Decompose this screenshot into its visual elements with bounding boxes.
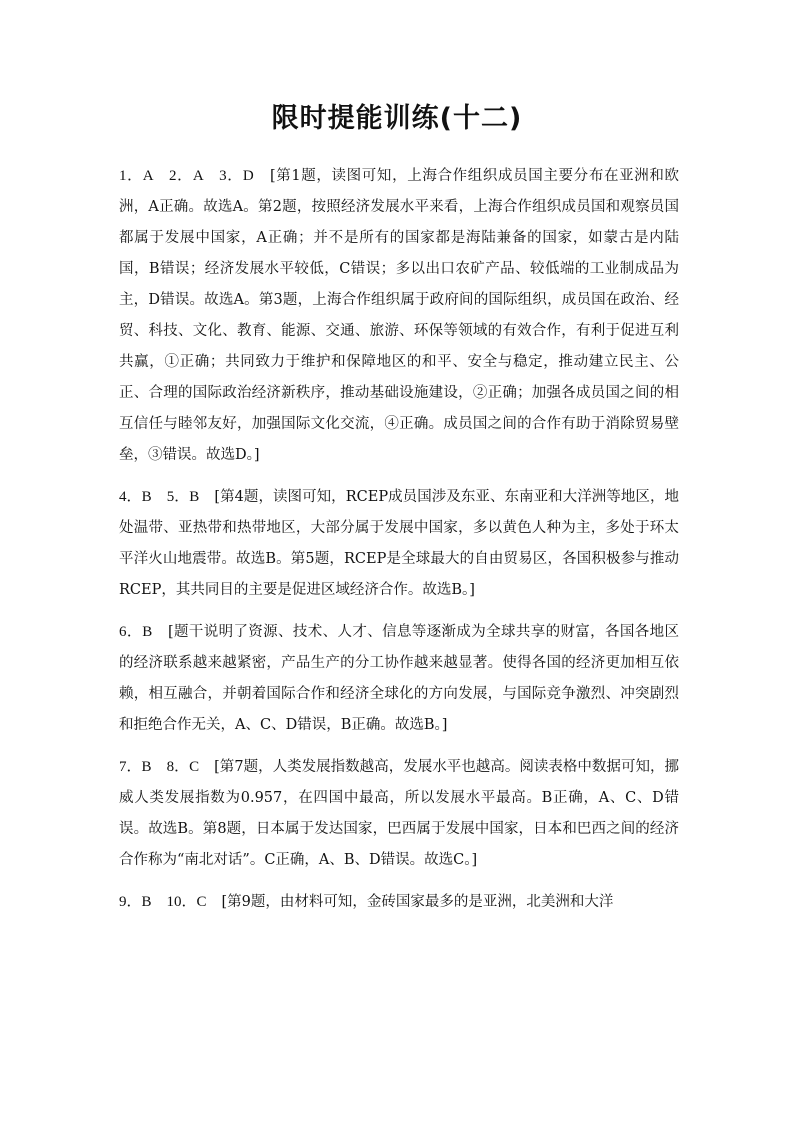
answer-numbers: 7．B 8．C <box>119 759 215 775</box>
answer-explanation: [第4题，读图可知，RCEP成员国涉及东亚、东南亚和大洋洲等地区，地处温带、亚热带和热带地区，大部分属于发展中国家，多以黄色人种为主，多处于环太平洋火山地震带。故选B。第5题，RCEP是全球最大的自由贸易区，各国积极参与推动RCEP，其共同目的主要是促进区域经济合作。故选B。] <box>119 489 680 598</box>
answer-explanation: [第9题，由材料可知，金砖国家最多的是亚洲，北美洲和大洋 <box>221 894 614 910</box>
answer-explanation: [题干说明了资源、技术、人才、信息等逐渐成为全球共享的财富，各国各地区的经济联系越来越紧密，产品生产的分工协作越来越显著。使得各国的经济更加相互依赖，相互融合，并朝着国际合作和经济全球化的方向发展，与国际竞争激烈、冲突剧烈和拒绝合作无关，A、C、D错误，B正确。故选B。] <box>119 624 679 733</box>
answer-numbers: 1．A 2．A 3．D <box>119 168 270 184</box>
answer-numbers: 6．B <box>119 624 168 640</box>
answer-explanation: [第7题，人类发展指数越高，发展水平也越高。阅读表格中数据可知，挪威人类发展指数为0.957，在四国中最高，所以发展水平最高。B正确，A、C、D错误。故选B。第8题，日本属于发达国家，巴西属于发展中国家，日本和巴西之间的经济合作称为“南北对话”。C正确，A、B、D错误。故选C。] <box>119 759 679 868</box>
answer-paragraph-3 <box>119 617 679 741</box>
page-title: 限时提能训练(十二) <box>271 103 523 134</box>
answer-numbers: 9．B 10．C <box>119 894 222 910</box>
answer-paragraph-4 <box>119 752 679 876</box>
answer-numbers: 4．B 5．B <box>119 489 215 505</box>
answer-paragraph-2 <box>119 482 679 606</box>
answer-explanation: [第1题，读图可知，上海合作组织成员国主要分布在亚洲和欧洲，A正确。故选A。第2题，按照经济发展水平来看，上海合作组织成员国和观察员国都属于发展中国家，A正确；并不是所有的国家都是海陆兼备的国家，如蒙古是内陆国，B错误；经济发展水平较低，C错误；多以出口农矿产品、较低端的工业制成品为主，D错误。故选A。第3题，上海合作组织属于政府间的国际组织，成员国在政治、经贸、科技、文化、教育、能源、交通、旅游、环保等领域的有效合作，有利于促进互利共赢，①正确；共同致力于维护和保障地区的和平、安全与稳定，推动建立民主、公正、合理的国际政治经济新秩序，推动基础设施建设，②正确；加强各成员国之间的相互信任与睦邻友好，加强国际文化交流，④正确。成员国之间的合作有助于消除贸易壁垒，③错误。故选D。] <box>119 168 679 463</box>
answer-list <box>119 161 679 929</box>
answer-paragraph-5 <box>119 887 679 918</box>
answer-paragraph-1 <box>119 161 679 471</box>
